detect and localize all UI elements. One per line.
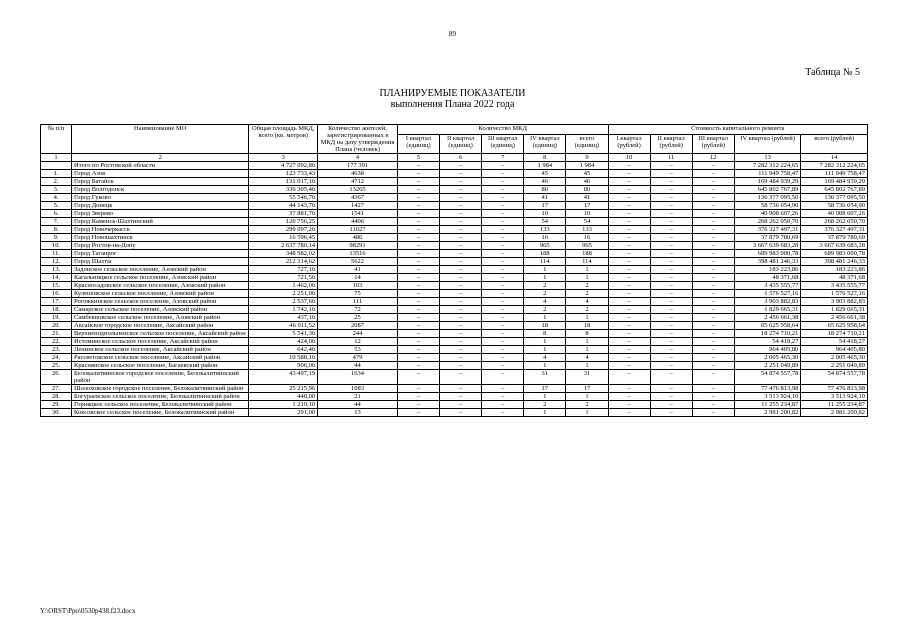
table-row: 21. Верхнеподпольненское сельское поселение, Аксайский район 5 541,30 244 – – – 8 8 – – – 18 274 710,21 18 274 710,21	[41, 330, 868, 338]
table-row: 3. Город Волгодонск 336 305,40 13265 – – – 80 80 – – – 645 802 767,89 645 802 767,89	[41, 186, 868, 194]
table-row: 25. Краснянское сельское поселение, Багаевский район 906,00 44 – – – 1 1 – – – 2 251 049,89 2 251 049,89	[41, 362, 868, 370]
table-row: 5. Город Донецк 44 143,70 1427 – – – 17 17 – – – 58 736 054,90 58 736 054,90	[41, 202, 868, 210]
table-label: Таблица № 5	[805, 67, 860, 78]
table-row: 7. Город Каменск-Шахтинский 120 756,25 4406 – – – 54 54 – – – 268 262 050,70 268 262 050,70	[41, 218, 868, 226]
table-row: 30. Коксовское сельское поселение, Белокалитвинский район 291,00 13 – – – 1 1 – – – 2 981 200,82 2 981 200,82	[41, 409, 868, 417]
table-row: 2. Город Батайск 131 017,10 4712 – – – 46 46 – – – 169 484 939,29 169 484 939,29	[41, 178, 868, 186]
table-row: 24. Рассветовское сельское поселение, Аксайский район 10 588,10 479 – – – 4 4 – – – 2 005 465,30 2 005 465,30	[41, 354, 868, 362]
table-row: 12. Город Шахты 212 314,62 5622 – – – 114 114 – – – 398 481 246,33 398 481 246,33	[41, 258, 868, 266]
table-row: 28. Богураевское сельское поселение, Белокалитвинский район 448,00 21 – – – 1 1 – – – 3 513 924,10 3 513 924,10	[41, 393, 868, 401]
table-row: 18. Самарское сельское поселение, Азовский район 1 742,10 72 – – – 2 2 – – – 1 829 665,31 1 829 665,31	[41, 306, 868, 314]
page-number: 89	[449, 30, 456, 38]
table-row: 22. Истоминское сельское поселение, Аксайский район 424,00 12 – – – 1 1 – – – 54 418,27 54 418,27	[41, 338, 868, 346]
table-row: 4. Город Гуково 55 546,70 4367 – – – 41 41 – – – 136 377 095,50 136 377 095,50	[41, 194, 868, 202]
table-row: 20. Аксайское городское поселение, Аксайский район 46 911,52 2087 – – – 18 18 – – – 65 625 958,64 65 625 958,64	[41, 322, 868, 330]
table-row: 16. Кулешовское сельское поселение, Азовский район 2 251,00 75 – – – 2 2 – – – 1 576 527,16 1 576 527,16	[41, 290, 868, 298]
table-row: 6. Город Зверево 37 881,70 1541 – – – 10 10 – – – 40 908 607,26 40 908 607,26	[41, 210, 868, 218]
table-row: 27. Шолоховское городское поселение, Белокалитвинский район 25 215,96 1083 – – – 17 17 – – – 77 476 813,98 77 476 813,98	[41, 385, 868, 393]
table-row: 1. Город Азов 123 733,43 4638 – – – 45 45 – – – 111 949 758,47 111 949 758,47	[41, 170, 868, 178]
table-row: 11. Город Таганрог 348 982,02 13516 – – – 188 188 – – – 689 983 000,78 689 983 000,78	[41, 250, 868, 258]
table-row: 26. Белокалитвинское городское поселение, Белокалитвинский район 43 497,19 1634 – – – 31 31 – – – 54 874 557,78 54 874 557,78	[41, 370, 868, 385]
table-header: № п/п Наименование МО Общая площадь МКД, всего (кв. метров) Количество жителей, зарегистрированных в МКД на дату утверждения Плана (человек) Количество МКД Стоимость капитального ремонта I квартал (единиц) II квартал (единиц) III квартал (единиц) IV квартал (единиц) всего (единиц) I квартал (рублей) II квартал (рублей) III квартал (рублей) IV квартал (рублей) всего (рублей) 1 2 3 4 5 6 7 8 9 10 11 12 13 14	[41, 125, 868, 162]
table-row: 13. Задонское сельское поселение, Азовский район 727,10 41 – – – 1 1 – – – 183 223,86 183 223,86	[41, 266, 868, 274]
table-row: 17. Рогожкинское сельское поселение, Азовский район 2 537,60 111 – – – 4 4 – – – 3 903 882,83 3 903 882,83	[41, 298, 868, 306]
table-row: 19. Самбекновское сельское поселение, Азовский район 437,10 25 – – – 1 1 – – – 2 456 661,38 2 456 661,38	[41, 314, 868, 322]
page-title: ПЛАНИРУЕМЫЕ ПОКАЗАТЕЛИ выполнения Плана 2022 года	[379, 88, 526, 110]
table-row: 23. Ленинское сельское поселение, Аксайский район 642,40 53 – – – 1 1 – – – 964 405,80 964 405,80	[41, 346, 868, 354]
table-row: 14. Кагальницкое сельское поселение, Азовский район 721,50 14 – – – 1 1 – – – 48 371,68 48 371,68	[41, 274, 868, 282]
file-path: Y:\ORST\Ppo\0530p438.f23.docx	[40, 607, 136, 615]
total-row: Итого по Ростовской области 4 727 092,80 177 391 – – – 1 984 1 984 – – – 7 282 312 224,65 7 282 312 224,65	[41, 162, 868, 170]
table-row: 10. Город Ростов-на-Дону 2 637 780,14 98291 – – – 965 965 – – – 3 667 639 683,28 3 667 639 683,28	[41, 242, 868, 250]
table-row: 8. Город Новочеркасск 299 097,20 11027 – – – 133 133 – – – 376 327 497,31 376 327 497,31	[41, 226, 868, 234]
plan-table	[40, 124, 868, 417]
table-row: 29. Горняцкое сельское поселение, Белокалитвинский район 1 219,10 44 – – – 2 2 – – – 11 255 234,87 11 255 234,87	[41, 401, 868, 409]
table-row: 9. Город Новошахтинск 16 596,45 486 – – – 16 16 – – – 37 879 780,69 37 879 780,69	[41, 234, 868, 242]
table-row: 15. Красносадовское сельское поселение, Азовский район 1 462,00 103 – – – 2 2 – – – 3 435 555,77 3 435 555,77	[41, 282, 868, 290]
